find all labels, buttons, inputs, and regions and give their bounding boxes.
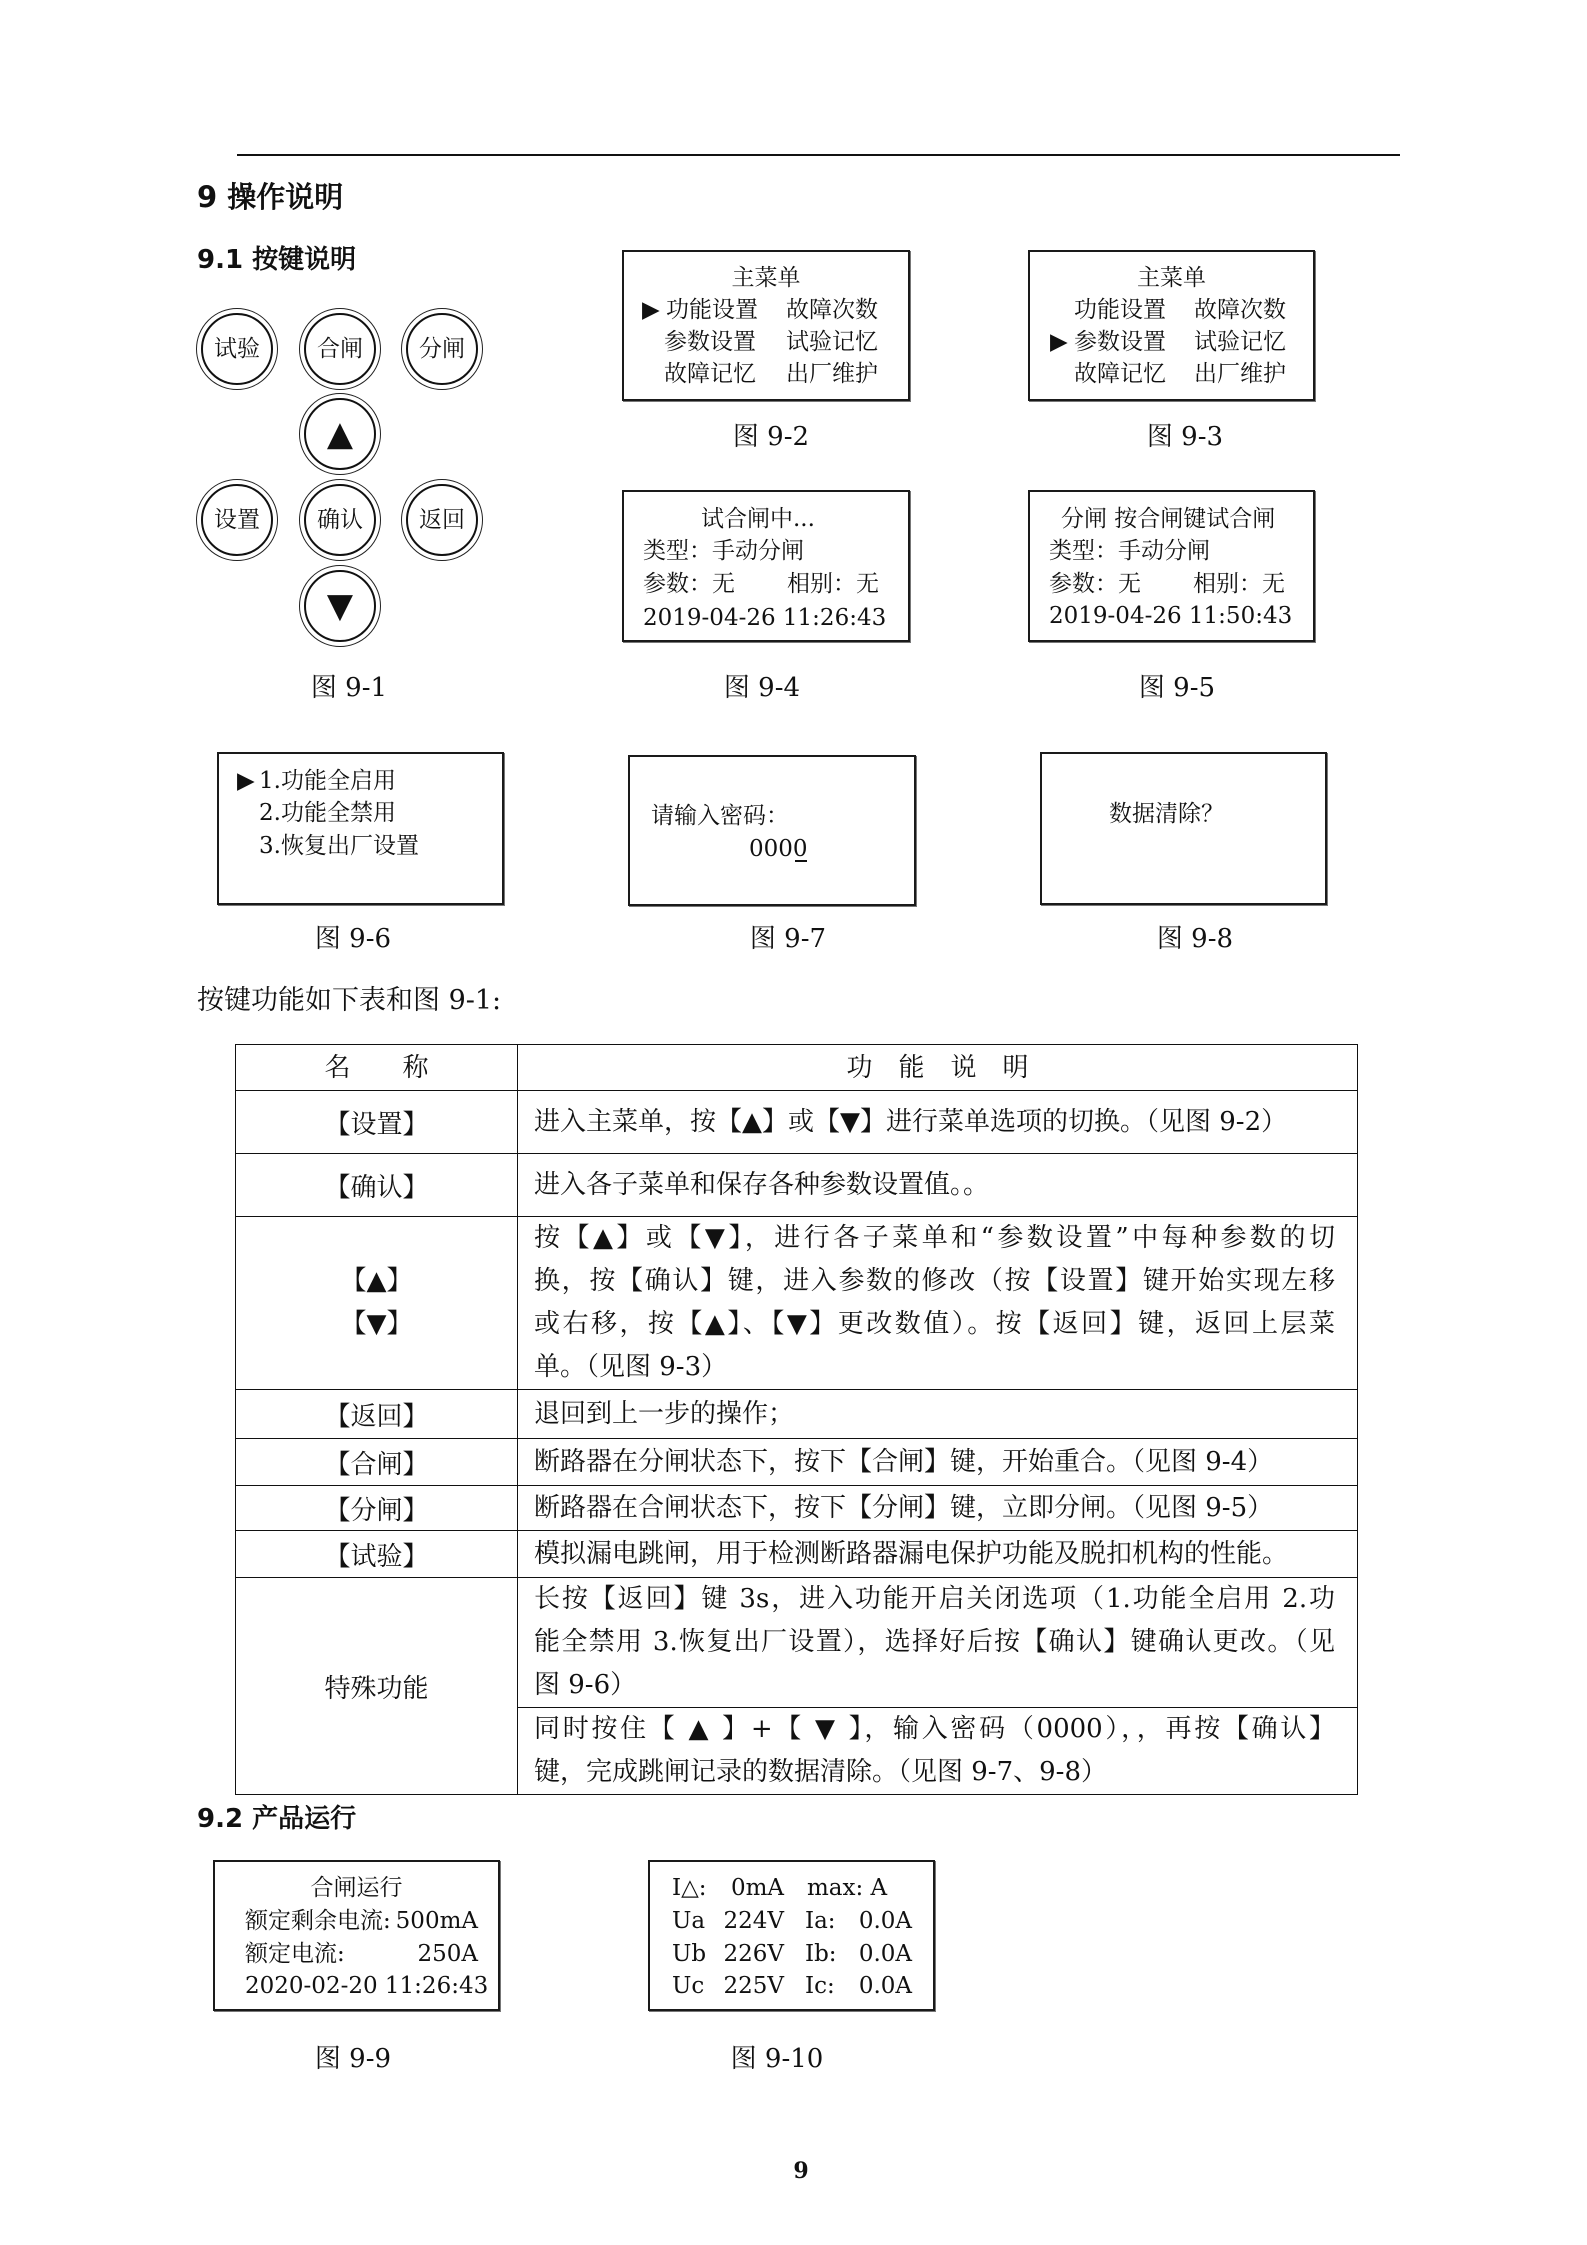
screen-title: 主菜单: [731, 265, 801, 291]
lcd-main-menu-screen: [1028, 250, 1315, 401]
key-description-cell: [518, 1217, 1358, 1390]
status-text: 合闸运行: [310, 1875, 403, 1901]
table-row: [236, 1531, 1358, 1578]
password-prompt: 请输入密码：: [651, 803, 789, 829]
lcd-clear-data-screen: [1040, 752, 1327, 905]
description-line: 按【▲】或【▼】，进行各子菜单和“参数设置”中每种参数的切: [534, 1223, 1335, 1253]
description-line: 换，按【确认】键，进入参数的修改（按【设置】键开始实现左移: [534, 1266, 1335, 1296]
measure-label: Ia:: [805, 1908, 836, 1934]
description-line: 或右移，按【▲】、【▼】更改数值）。按【返回】键，返回上层菜: [534, 1309, 1335, 1339]
table-row: [236, 1439, 1358, 1486]
menu-item: 参数设置: [664, 329, 756, 355]
trip-phase: 相别：无: [787, 571, 879, 597]
measure-value: 0.0A: [858, 1973, 912, 1999]
measure-label: Ib:: [805, 1941, 837, 1967]
figure-caption-9-8: 图 9-8: [1156, 924, 1234, 954]
rating-value: 250A: [417, 1941, 478, 1967]
measure-label: Ic:: [805, 1973, 835, 1999]
key-name-cell: 【试验】: [236, 1531, 518, 1578]
measure-value: 226V: [723, 1941, 784, 1967]
description-line: 退回到上一步的操作；: [534, 1398, 795, 1429]
open-key-label: 分闸: [406, 313, 478, 385]
table-row: [236, 1390, 1358, 1439]
status-text: 分闸 按合闸键试合闸: [1061, 506, 1276, 532]
test-key-label: 试验: [201, 313, 273, 385]
trip-type: 类型：手动分闸: [643, 538, 804, 564]
open-key: [401, 308, 483, 390]
menu-item: 试验记忆: [1194, 329, 1286, 355]
header-rule: [237, 154, 1400, 156]
lcd-function-options-screen: [217, 752, 504, 905]
figure-caption-9-9: 图 9-9: [314, 2044, 392, 2074]
measure-label: Ub: [672, 1941, 707, 1967]
key-name-cell: [236, 1217, 518, 1390]
column-header-function: 功 能 说 明: [518, 1045, 1358, 1091]
option-item: 1.功能全启用: [259, 768, 396, 794]
measure-value: 225V: [723, 1973, 784, 1999]
figure-caption-9-2: 图 9-2: [732, 422, 810, 452]
menu-item: 功能设置: [1074, 297, 1166, 323]
menu-item: 故障记忆: [1074, 361, 1166, 387]
trip-phase: 相别：无: [1193, 571, 1285, 597]
down-key: [299, 565, 381, 647]
menu-item: 故障次数: [1194, 297, 1286, 323]
trip-type: 类型：手动分闸: [1049, 538, 1210, 564]
menu-item: 故障次数: [786, 297, 878, 323]
menu-item: 出厂维护: [1194, 361, 1286, 387]
menu-item: 功能设置: [666, 297, 758, 323]
close-key: [299, 308, 381, 390]
key-name-cell: 【分闸】: [236, 1486, 518, 1531]
trip-parameter: 参数：无: [1049, 571, 1141, 597]
description-line: 键，完成跳闸记录的数据清除。（见图 9-7、9-8）: [534, 1757, 1108, 1787]
close-key-label: 合闸: [304, 313, 376, 385]
trip-parameter: 参数：无: [643, 571, 735, 597]
description-line: 单。（见图 9-3）: [534, 1352, 728, 1382]
clear-data-prompt: 数据清除？: [1109, 801, 1224, 827]
lcd-open-screen: [1028, 490, 1315, 642]
description-line: 断路器在分闸状态下，按下【合闸】键，开始重合。（见图 9-4）: [534, 1446, 1274, 1477]
screen-title: 主菜单: [1137, 265, 1206, 291]
menu-item: 故障记忆: [664, 361, 756, 387]
figure-caption-9-6: 图 9-6: [314, 924, 392, 954]
key-description-cell: [518, 1439, 1358, 1486]
datetime: 2019-04-26 11:50:43: [1049, 603, 1293, 629]
rating-label: 额定电流:: [245, 1941, 345, 1967]
rating-label: 额定剩余电流:: [245, 1908, 391, 1934]
section-title: 9 操作说明: [197, 180, 344, 214]
measure-value: 0mA: [730, 1875, 784, 1901]
option-item: 3.恢复出厂设置: [259, 833, 419, 859]
set-key: [196, 479, 278, 561]
measure-value: 0.0A: [858, 1941, 912, 1967]
status-text: 试合闸中...: [701, 506, 815, 532]
figure-caption-9-3: 图 9-3: [1146, 422, 1224, 452]
table-row: [236, 1217, 1358, 1390]
test-key: [196, 308, 278, 390]
menu-item: 试验记忆: [786, 329, 878, 355]
menu-item: 出厂维护: [786, 361, 878, 387]
figure-caption-9-10: 图 9-10: [730, 2044, 824, 2074]
datetime: 2019-04-26 11:26:43: [643, 605, 887, 631]
set-key-label: 设置: [201, 484, 273, 556]
rating-value: 500mA: [395, 1908, 478, 1934]
figure-caption-9-1: 图 9-1: [310, 673, 388, 703]
table-intro-text: 按键功能如下表和图 9-1:: [197, 985, 502, 1016]
table-row: [236, 1154, 1358, 1217]
lcd-password-screen: [628, 755, 916, 906]
lcd-measurement-screen: [648, 1860, 935, 2011]
key-description-cell: [518, 1091, 1358, 1154]
option-item: 2.功能全禁用: [259, 800, 396, 826]
menu-cursor-icon: ▶: [1050, 329, 1068, 355]
password-value: 0000: [749, 833, 808, 865]
measure-label: Uc: [672, 1973, 705, 1999]
description-line: 图 9-6）: [534, 1670, 637, 1700]
key-name-cell: 【返回】: [236, 1390, 518, 1439]
confirm-key-label: 确认: [304, 484, 376, 556]
down-arrow-icon: ▼: [304, 570, 376, 642]
page-number: 9: [793, 2158, 809, 2184]
lcd-trial-close-screen: [622, 490, 910, 642]
description-line: 长按【返回】键 3s，进入功能开启关闭选项（1.功能全启用 2.功: [534, 1584, 1335, 1614]
description-line: 模拟漏电跳闸，用于检测断路器漏电保护功能及脱扣机构的性能。: [534, 1538, 1289, 1569]
key-name-cell: 【确认】: [236, 1154, 518, 1217]
subsection-title-operation: 9.2 产品运行: [197, 1804, 357, 1834]
menu-cursor-icon: ▶: [237, 768, 255, 794]
key-name-line: 【▼】: [340, 1309, 413, 1339]
key-name-cell: 特殊功能: [236, 1578, 518, 1795]
measure-label: Ua: [672, 1908, 706, 1934]
datetime: 2020-02-20 11:26:43: [245, 1973, 489, 1999]
key-description-cell: [518, 1486, 1358, 1531]
key-description-cell: [518, 1154, 1358, 1217]
back-key: [401, 479, 483, 561]
table-row: [236, 1486, 1358, 1531]
measure-label: I△:: [672, 1875, 707, 1901]
table-row: [236, 1578, 1358, 1708]
menu-item: 参数设置: [1074, 329, 1166, 355]
table-header-row: [236, 1045, 1358, 1091]
confirm-key: [299, 479, 381, 561]
menu-cursor-icon: ▶: [642, 297, 660, 323]
key-name-cell: 【合闸】: [236, 1439, 518, 1486]
figure-caption-9-5: 图 9-5: [1138, 673, 1216, 703]
key-description-cell: [518, 1578, 1358, 1708]
description-line: 同时按住【 ▲ 】+【 ▼ 】，输入密码（0000），，再按【确认】: [534, 1714, 1335, 1744]
key-description-cell: [518, 1531, 1358, 1578]
column-header-name: 名 称: [236, 1045, 518, 1091]
measure-value: 224V: [723, 1908, 784, 1934]
up-arrow-icon: ▲: [304, 398, 376, 470]
key-description-cell: [518, 1708, 1358, 1795]
subsection-title-keys: 9.1 按键说明: [197, 245, 357, 275]
key-name-line: 【▲】: [340, 1266, 413, 1296]
description-line: 进入各子菜单和保存各种参数设置值。。: [534, 1169, 990, 1200]
measure-value: 0.0A: [858, 1908, 912, 1934]
lcd-main-menu-screen: [622, 250, 910, 401]
up-key: [299, 393, 381, 475]
lcd-running-screen: [213, 1860, 500, 2011]
description-line: 断路器在合闸状态下，按下【分闸】键，立即分闸。（见图 9-5）: [534, 1492, 1274, 1523]
key-name-cell: 【设置】: [236, 1091, 518, 1154]
description-line: 进入主菜单，按【▲】或【▼】进行菜单选项的切换。（见图 9-2）: [534, 1106, 1288, 1137]
description-line: 能全禁用 3.恢复出厂设置），选择好后按【确认】键确认更改。（见: [534, 1627, 1335, 1657]
figure-caption-9-7: 图 9-7: [749, 924, 827, 954]
measure-label: max: A: [807, 1875, 888, 1901]
table-row: [236, 1091, 1358, 1154]
figure-caption-9-4: 图 9-4: [723, 673, 801, 703]
key-description-cell: [518, 1390, 1358, 1439]
back-key-label: 返回: [406, 484, 478, 556]
key-function-table: [235, 1044, 1358, 1795]
